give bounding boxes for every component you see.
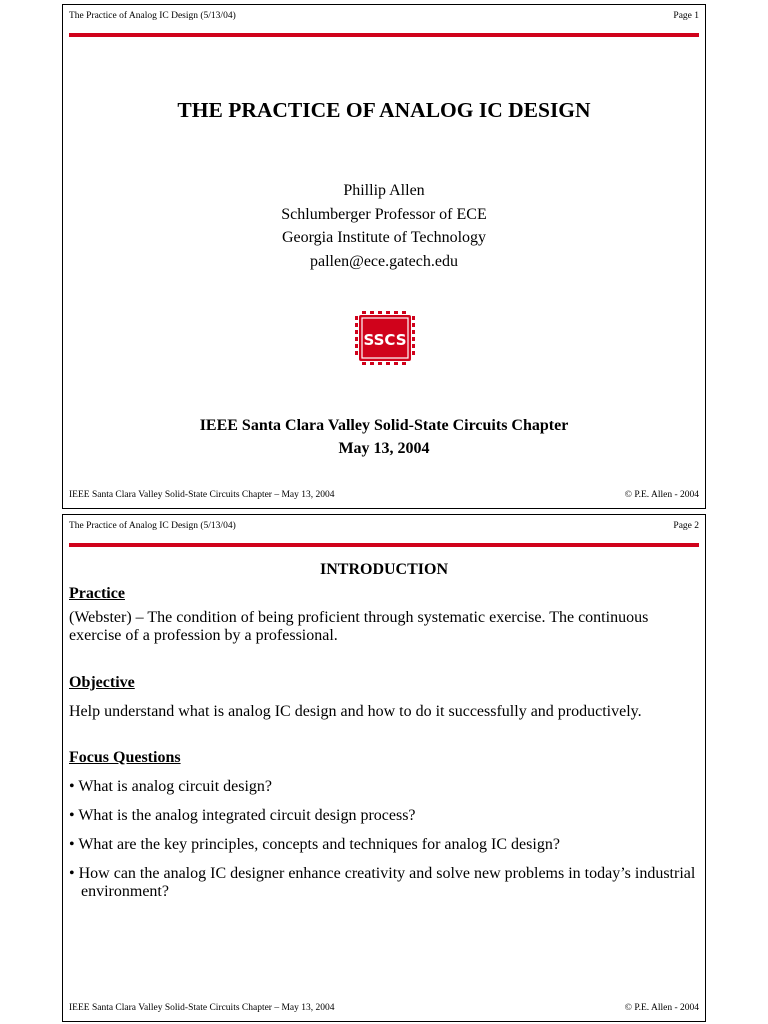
chapter-name: IEEE Santa Clara Valley Solid-State Circuits Chapter: [199, 417, 569, 434]
slide-header: [69, 519, 699, 533]
page-number: Page 1: [673, 11, 699, 21]
list-item: • What is the analog integrated circuit design process?: [69, 807, 416, 824]
slide-page-2: [62, 514, 706, 1022]
list-item: • What is analog circuit design?: [69, 778, 273, 795]
author-block: [63, 179, 705, 273]
author-name: Phillip Allen: [343, 182, 425, 199]
footer-chapter: IEEE Santa Clara Valley Solid-State Circuits Chapter – May 13, 2004: [69, 490, 335, 500]
focus-questions-heading: Focus Questions: [69, 749, 181, 766]
page-number: Page 2: [673, 521, 699, 531]
header-title: The Practice of Analog IC Design (5/13/04): [69, 521, 236, 531]
event-date: May 13, 2004: [338, 440, 430, 457]
header-title: The Practice of Analog IC Design (5/13/04): [69, 11, 236, 21]
list-item: • What are the key principles, concepts and techniques for analog IC design?: [69, 836, 560, 853]
objective-heading: Objective: [69, 674, 135, 691]
header-divider: [69, 33, 699, 37]
slide-page-1: [62, 4, 706, 509]
practice-heading: Practice: [69, 585, 125, 602]
logo-text: SSCS: [363, 331, 407, 349]
author-institution: Georgia Institute of Technology: [281, 229, 487, 246]
author-position: Schlumberger Professor of ECE: [281, 205, 487, 223]
sscs-logo: [353, 310, 417, 366]
footer-copyright: © P.E. Allen - 2004: [624, 1003, 699, 1013]
presentation-title: THE PRACTICE OF ANALOG IC DESIGN: [177, 98, 591, 122]
slide-footer: [69, 1001, 699, 1015]
slide-footer: [69, 488, 699, 502]
footer-chapter: IEEE Santa Clara Valley Solid-State Circuits Chapter – May 13, 2004: [69, 1003, 335, 1013]
practice-definition: (Webster) – The condition of being proficient through systematic exercise. The continuous exercise of a profession by a professional.: [69, 609, 649, 644]
event-block: [63, 414, 705, 460]
list-item: • How can the analog IC designer enhance creativity and solve new problems in today’s industrial environment?: [69, 865, 696, 900]
slide-header: [69, 9, 699, 23]
objective-text: Help understand what is analog IC design and how to do it successfully and productively.: [69, 703, 642, 720]
footer-copyright: © P.E. Allen - 2004: [624, 490, 699, 500]
header-divider: [69, 543, 699, 547]
slide-title: INTRODUCTION: [319, 561, 448, 578]
author-email: pallen@ece.gatech.edu: [310, 252, 458, 270]
